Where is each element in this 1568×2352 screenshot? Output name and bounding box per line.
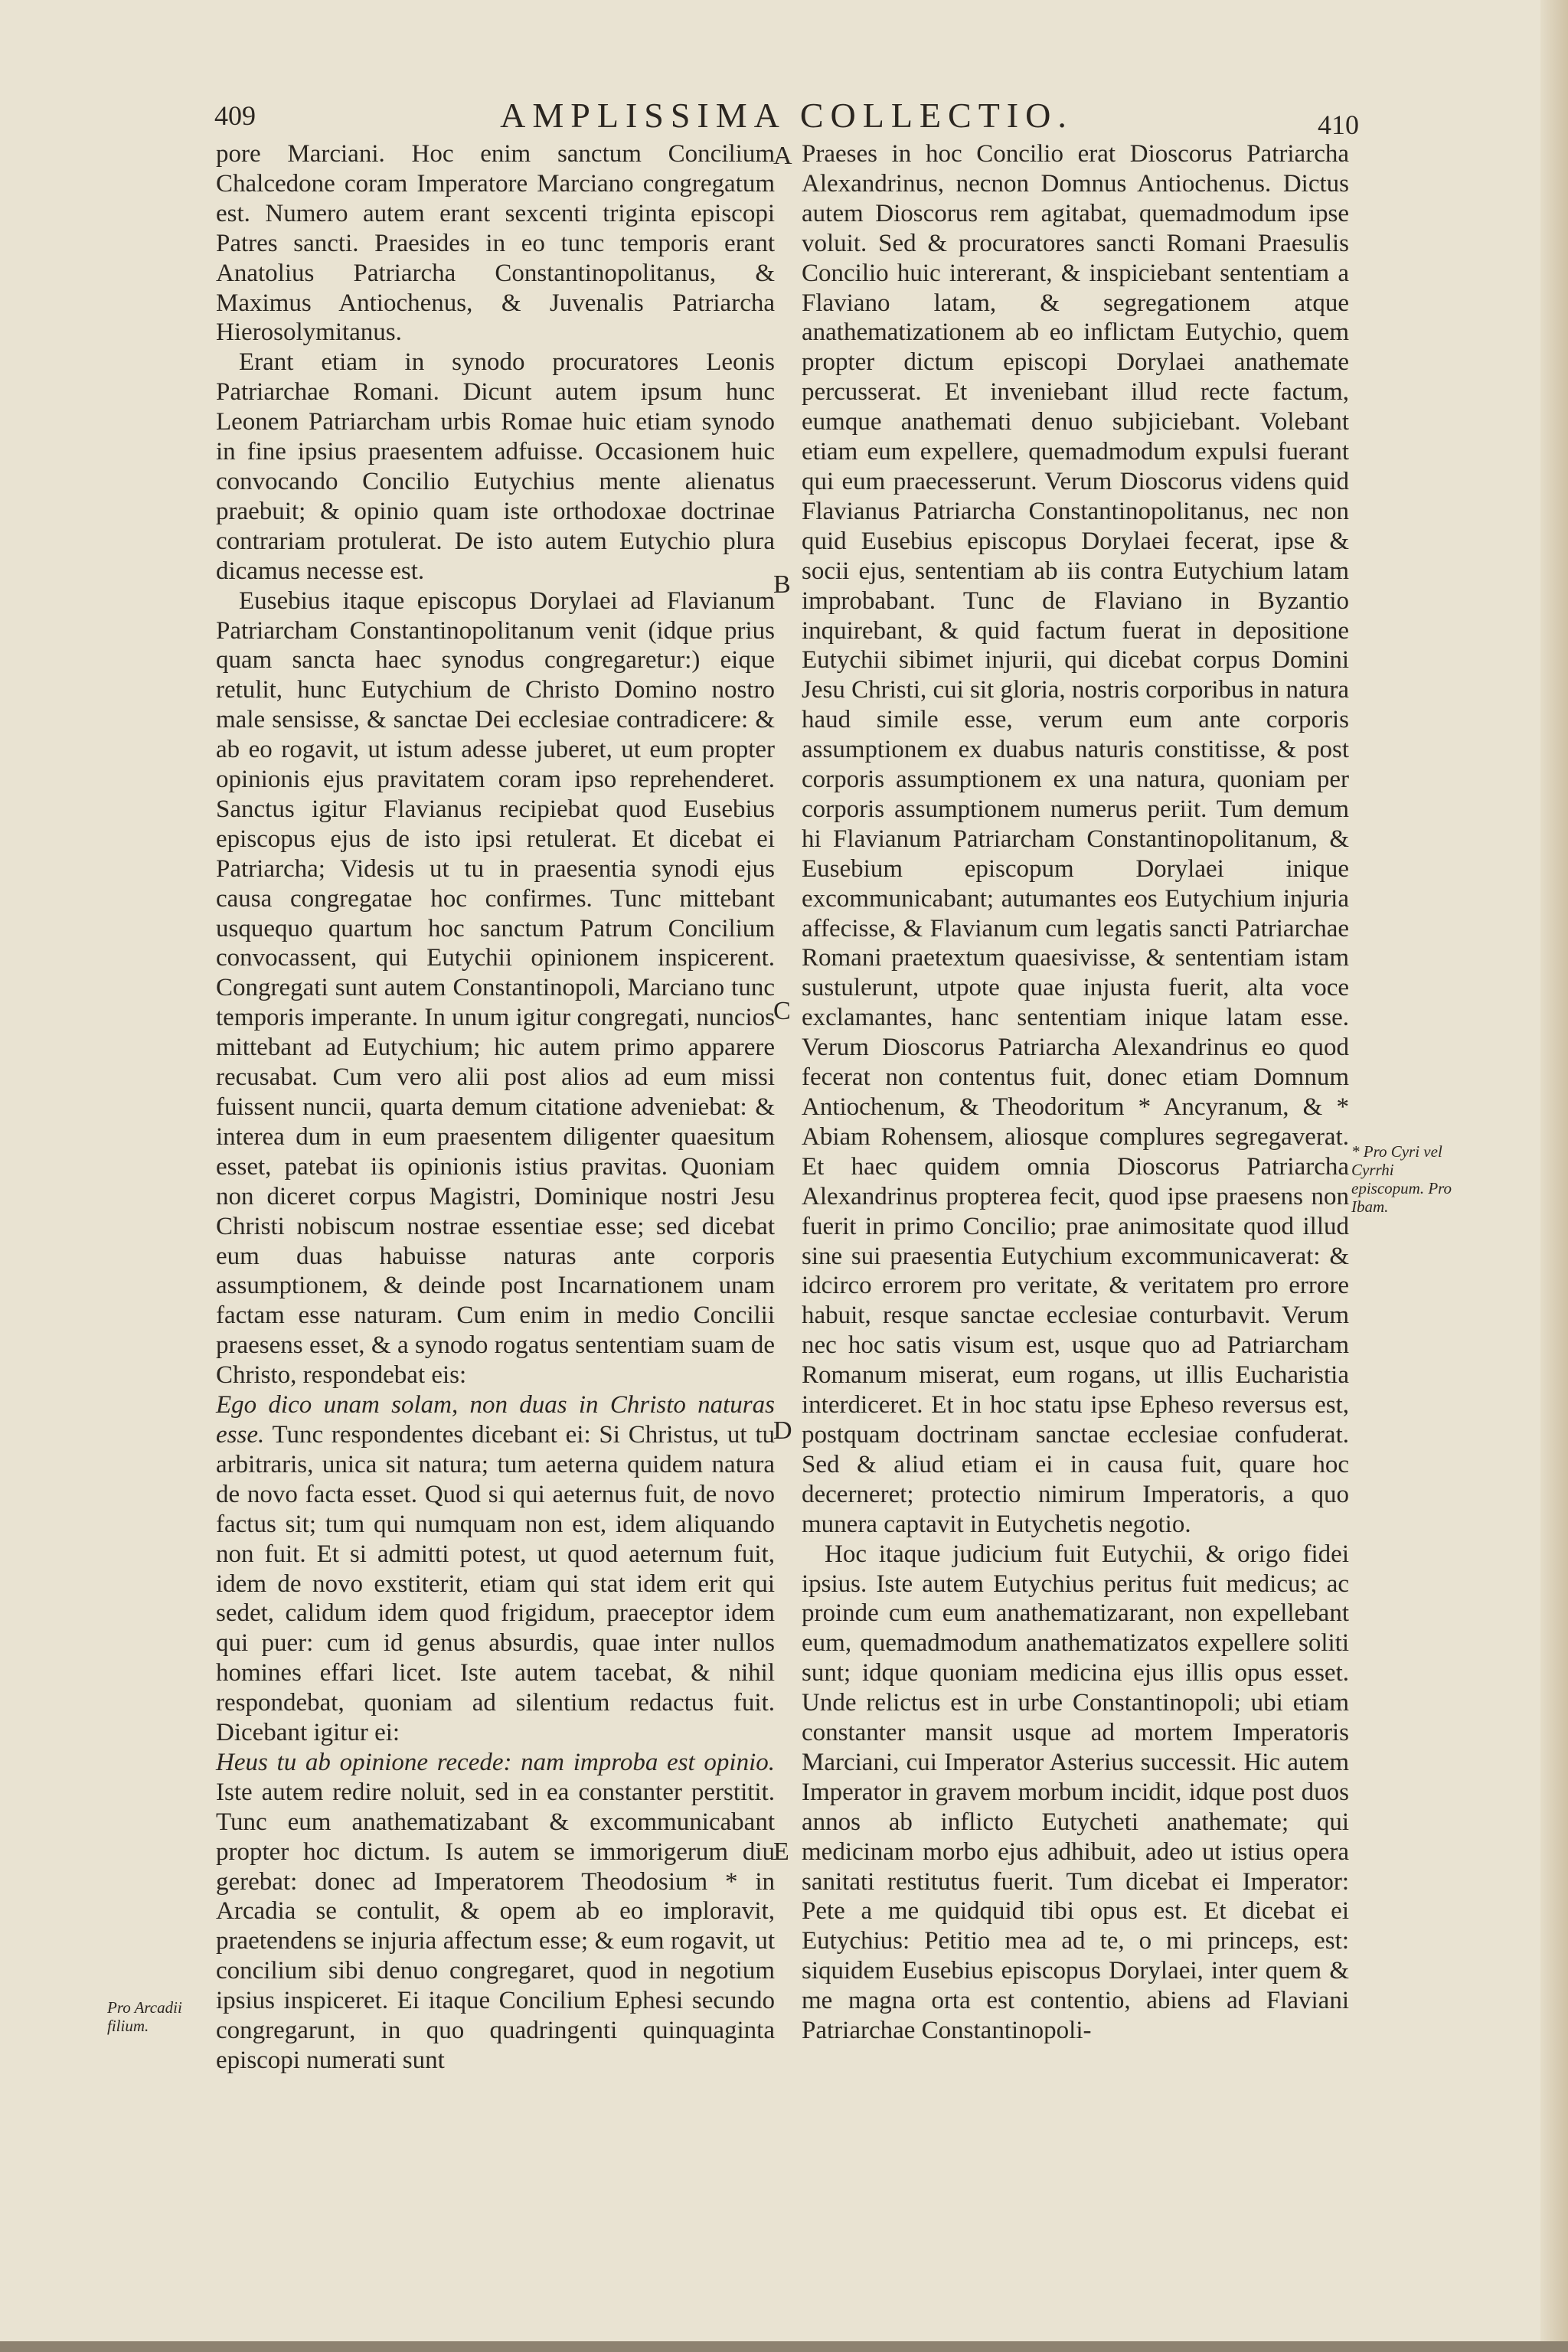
section-letter-a: A	[773, 142, 792, 170]
page-bottom-edge	[0, 2341, 1568, 2352]
quoted-speech: Ego dico unam solam, non duas in Christo naturas esse.	[216, 1391, 775, 1449]
page-number-right: 410	[1318, 109, 1359, 140]
paragraph-text: Iste autem redire noluit, sed in ea constanter perstitit. Tunc eum anathematizabant & excommunicabant propter hoc dictum. Is autem se immorigerum diu gerebat: donec ad Imperatorem Theodosium * in Arcadia se contulit, & opem ab eo imploravit, praetendens se injuria affectum esse; & eum rogavit, ut concilium sibi denuo congregaret, quod in negotium ipsius inspiceret. Ei itaque Concilium Ephesi secundo congregarunt, in quo quadringenti quinquaginta episcopi numerati sunt	[216, 1778, 775, 2074]
section-letter-e: E	[773, 1838, 789, 1866]
paragraph: Erant etiam in synodo procuratores Leonis Patriarchae Romani. Dicunt autem ipsum hunc Leonem Patriarcham urbis Romae huic etiam synodo in fine ipsius praesentem adfuisse. Occasionem huic convocando Concilio Eutychius mente alienatus praebuit; & opinio quam iste orthodoxae doctrinae contrariam protulerat. De isto autem Eutychio plura dicamus necesse est.	[216, 348, 775, 585]
paragraph: Eusebius itaque episcopus Dorylaei ad Flavianum Patriarcham Constantinopolitanum venit (idque prius quam sancta haec synodus congregaretur:) eique retulit, hunc Eutychium de Christo Domino nostro male sensisse, & sanctae Dei ecclesiae contradicere: & ab eo rogavit, ut istum adesse juberet, ut eum propter opinionis ejus pravitatem coram ipso reprehenderet. Sanctus igitur Flavianus recipiebat quod Eusebius episcopus ejus de isto ipsi retulerat. Et dicebat ei Patriarcha; Videsis ut tu in praesentia synodi ejus causa congregatae hoc confirmes. Tunc mittebant usquequo quartum hoc sanctum Patrum Concilium convocassent, qui Eutychii opinionem inspicerent. Congregati sunt autem Constantinopoli, Marciano tunc temporis imperante. In unum igitur congregati, nuncios mittebant ad Eutychium; hic autem primo apparere recusabat. Cum vero alii post alios ad eum missi fuissent nuncii, quarta demum citatione adveniebat: & interea dum in eum praesentem diligenter quaesitum esset, patebat iis opinionis istius pravitas. Quoniam non diceret corpus Magistri, Dominique nostri Jesu Christi nobiscum nostrae essentiae esse; sed dicebat eum duas habuisse naturas ante corporis assumptionem, & deinde post Incarnationem unam factam esse naturam. Cum enim in medio Concilii praesens esset, & a synodo rogatus sententiam suam de Christo, respondebat eis:	[216, 586, 775, 1390]
section-letter-b: B	[773, 570, 791, 599]
page-header	[214, 92, 1359, 145]
paragraph-text: Tunc respondentes dicebant ei: Si Christus, ut tu arbitraris, unica sit natura; tum aeterna quidem natura de novo facta esset. Quod si qui aeternus fuit, de novo factus sit; tum qui numquam non est, idem aliquando non fuit. Et si admitti potest, ut quod aeternum fuit, idem de novo exstiterit, etiam qui stat idem erit qui sedet, calidum idem quod frigidum, praeceptor idem qui puer: cum id genus absurdis, quae inter nullos homines effari licet. Iste autem tacebat, & nihil respondebat, quoniam ad silentium redactus fuit. Dicebant igitur ei:	[216, 1420, 776, 1747]
paragraph-continued	[216, 1390, 775, 1748]
quoted-speech: Heus tu ab opinione recede: nam improba est opinio.	[216, 1748, 775, 1776]
paragraph: pore Marciani. Hoc enim sanctum Concilium Chalcedone coram Imperatore Marciano congregatum est. Numero autem erant sexcenti triginta episcopi Patres sancti. Praesides in eo tunc temporis erant Anatolius Patriarcha Constantinopolitanus, & Maximus Antiochenus, & Juvenalis Patriarcha Hierosolymitanus.	[216, 140, 775, 347]
section-letter-c: C	[773, 997, 791, 1025]
margin-note-left: Pro Arcadii filium.	[107, 1998, 182, 2035]
paragraph: Hoc itaque judicium fuit Eutychii, & origo fidei ipsius. Iste autem Eutychius peritus fuit medicus; ac proinde cum eum anathematizarant, non expellebant eum, quemadmodum anathematizatos expellere soliti sunt; idque quoniam medicina ejus illis opus esset. Unde relictus est in urbe Constantinopoli; ubi etiam constanter mansit usque ad mortem Imperatoris Marciani, cui Imperator Asterius successit. Hic autem Imperator in gravem morbum incidit, idque post duos annos ab inflicto Eutycheti anathemate; qui medicinam morbo ejus adhibuit, adeo ut istius opera sanitati restitutus fuerit. Tum dicebat ei Imperator: Pete a me quidquid tibi opus est. Et dicebat ei Eutychius: Petitio mea ad te, o mi princeps, est: siquidem Eusebius episcopus Dorylaei, inter quem & me magna orta est contentio, abiens ad Flaviani Patriarchae Constantinopoli-	[802, 1540, 1349, 2045]
left-text-column	[216, 139, 775, 2076]
paragraph-continued	[216, 1748, 775, 2076]
section-letter-d: D	[773, 1416, 792, 1445]
page-edge-shadow	[1540, 0, 1568, 2352]
paragraph: Praeses in hoc Concilio erat Dioscorus Patriarcha Alexandrinus, necnon Domnus Antiochenus. Dictus autem Dioscorus rem agitabat, quemadmodum ipse voluit. Sed & procuratores sancti Romani Praesulis Concilio huic intererant, & inspiciebant sententiam a Flaviano latam, & segregationem atque anathematizationem ab eo inflictam Eutychio, quem propter dictum episcopi Dorylaei anathemate percusserat. Et inveniebant illud recte factum, eumque anathemati denuo subjiciebant. Volebant etiam eum expellere, quemadmodum expulsi fuerant qui eum praecesserunt. Verum Dioscorus videns quid Flavianus Patriarcha Constantinopolitanus, nec non quid Eusebius episcopus Dorylaei fecerat, ipse & socii ejus, sententiam ab iis contra Eutychium latam improbabant. Tunc de Flaviano in Byzantio inquirebant, & quid factum fuerat in depositione Eutychii sibimet injurii, qui dicebat corpus Domini Jesu Christi, cui sit gloria, nostris corporibus in natura haud simile esse, verum eum ante corporis assumptionem ex duabus naturis constitisse, & post corporis assumptionem ex una natura, quoniam per corporis assumptionem numerus periit. Tum demum hi Flavianum Patriarcham Constantinopolitanum, & Eusebium episcopum Dorylaei inique excommunicabant; autumantes eos Eutychium injuria affecisse, & Flavianum cum legatis sancti Patriarchae Romani praetextum quaesivisse, & sententiam istam sustulerunt, utpote quae injusta fuerit, alta voce exclamantes, hanc sententiam inique latam esse. Verum Dioscorus Patriarcha Alexandrinus eo quod fecerat non contentus fuit, donec etiam Domnum Antiochenum, & Theodoritum * Ancyranum, & * Abiam Rohensem, aliosque complures segregaverat. Et haec quidem omnia Dioscorus Patriarcha Alexandrinus propterea fecit, quod ipse praesens non fuerit in primo Concilio; prae animositate quod illud sine sui praesentia Eutychium excommunicaverat: & idcirco errorem pro veritate, & veritatem pro errore habuit, resque sanctae ecclesiae conturbavit. Verum nec hoc satis visum est, usque quo ad Patriarcham Romanum miserat, eum rogans, ut illis Eucharistia interdiceret. Et in hoc statu ipse Epheso reversus est, postquam doctrinam sanctae ecclesiae confuderat. Sed & aliud etiam ei in causa fuit, quare hoc decerneret; protectio nimirum Imperatoris, a quo munera captavit in Eutychetis negotio.	[802, 140, 1349, 1538]
page-number-left: 409	[214, 100, 256, 131]
margin-note-right: * Pro Cyri vel Cyrrhi episcopum. Pro Ibam.	[1351, 1142, 1452, 1216]
right-text-column	[802, 139, 1349, 2046]
running-title: AMPLISSIMA COLLECTIO.	[500, 96, 1073, 135]
